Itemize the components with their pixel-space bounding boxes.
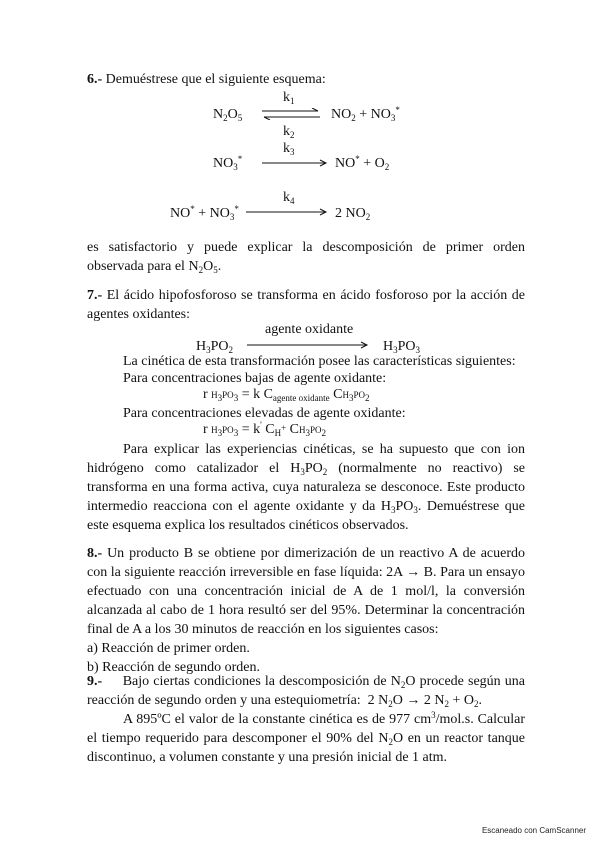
rate-equation-low: r $H_3PO_3 = k$ $C_{agente oxidante}$ $CH_3PO_2$ [203,387,370,403]
problem-7-intro: 7.- El ácido hipofosforoso se transforma en ácido fosforoso por la acción de agentes oxidantes: [87,288,525,322]
rate-constant-k2: $k_2$ [283,124,295,140]
reaction-1-left: $N_2O_5$ [213,107,243,123]
product-h3po3: $H_3PO_3$ [383,339,421,355]
reaction-3-left: $NO^* + NO_3^*$ [170,204,239,222]
kinetics-line-1: La cinética de esta transformación posee las características siguientes: [123,354,516,369]
kinetics-line-2: Para concentraciones bajas de agente oxidante: [123,371,387,386]
reaction-3-arrow [246,208,328,216]
rate-constant-k1: $k_1$ [283,90,295,106]
problem-7-number: 7.- [87,288,103,303]
rate-constant-k4: $k_4$ [283,190,295,206]
problem-9-text: 9.- Bajo ciertas condiciones la descomposición de $N_2O$ procede según una reacción de segundo orden y una estequiometría: 2 $N_2O \to 2$ $N_2 + O_2$. A 895ºC el valor de la constante cinética es de 977 $cm^3/mol.s$. Calcular el tiempo requerido para descomponer el 90% del $N_2O$ en un reactor tanque discontinuo, a volumen constante y una presión inicial de 1 atm. [87,674,526,765]
problem-6-conclusion: es satisfactorio y puede explicar la descomposición de primer orden observada para el $N_2O_5$. [87,240,525,275]
problem-7-explanation: Para explicar las experiencias cinéticas, se ha supuesto que con ion hidrógeno como catalizador el $H_3PO_2$ (normalmente no reactivo) se transforma en una forma activa, cuya naturaleza se desconoce. Este producto intermedio reacciona con el agente oxidante y da $H_3PO_3$. Demuéstrese que este esquema explica los resultados cinéticos observados. [87,442,526,533]
reaction-2-left: $NO_3^*$ [213,154,243,172]
problem-9-number: 9.- [87,674,103,689]
reaction-2-arrow [262,159,328,167]
reactant-h3po2: $H_3PO_2$ [196,339,234,355]
problem-8-item-b: b) Reacción de segundo orden. [87,660,260,675]
kinetics-line-3: Para concentraciones elevadas de agente oxidante: [123,406,406,421]
arrow-label-oxidant: agente oxidante [265,322,354,337]
reaction-3-right: 2 $NO_2$ [335,206,371,222]
problem-8-text: 8.- Un producto B se obtiene por dimerización de un reactivo A de acuerdo con la siguiente reacción irreversible en fase líquida: 2A → B. Para un ensayo efectuado con una concentración inicial de A de 1 mol/l, la conversión alcanzada al cabo de 1 hora resultó ser del 95%. Determinar la concentración final de A a los 30 minutos de reacción en los siguientes casos: a) Reacción de primer orden. b) Reacción de segundo orden. [87,546,525,675]
rate-equation-high: r $H_3PO_3 = k'$ $C_{H^+}$ $CH_3PO_2$ [203,420,326,438]
problem-6-number: 6.- [87,72,103,87]
reaction-1-right: $NO_2 + NO_3^*$ [331,105,400,123]
k1-subscript: 1 [290,96,295,106]
problem-6-heading [87,70,326,89]
rate-constant-k3: $k_3$ [283,141,295,157]
problem-6-intro: Demuéstrese que el siguiente esquema: [105,72,326,87]
oxidation-arrow [247,341,369,349]
problem-8-number: 8.- [87,546,103,561]
reaction-2-right: $NO^* + O_2$ [335,154,390,172]
problem-8-item-a: a) Reacción de primer orden. [87,641,250,656]
scanner-watermark: Escaneado con CamScanner [481,826,586,835]
equilibrium-arrows [262,108,320,116]
